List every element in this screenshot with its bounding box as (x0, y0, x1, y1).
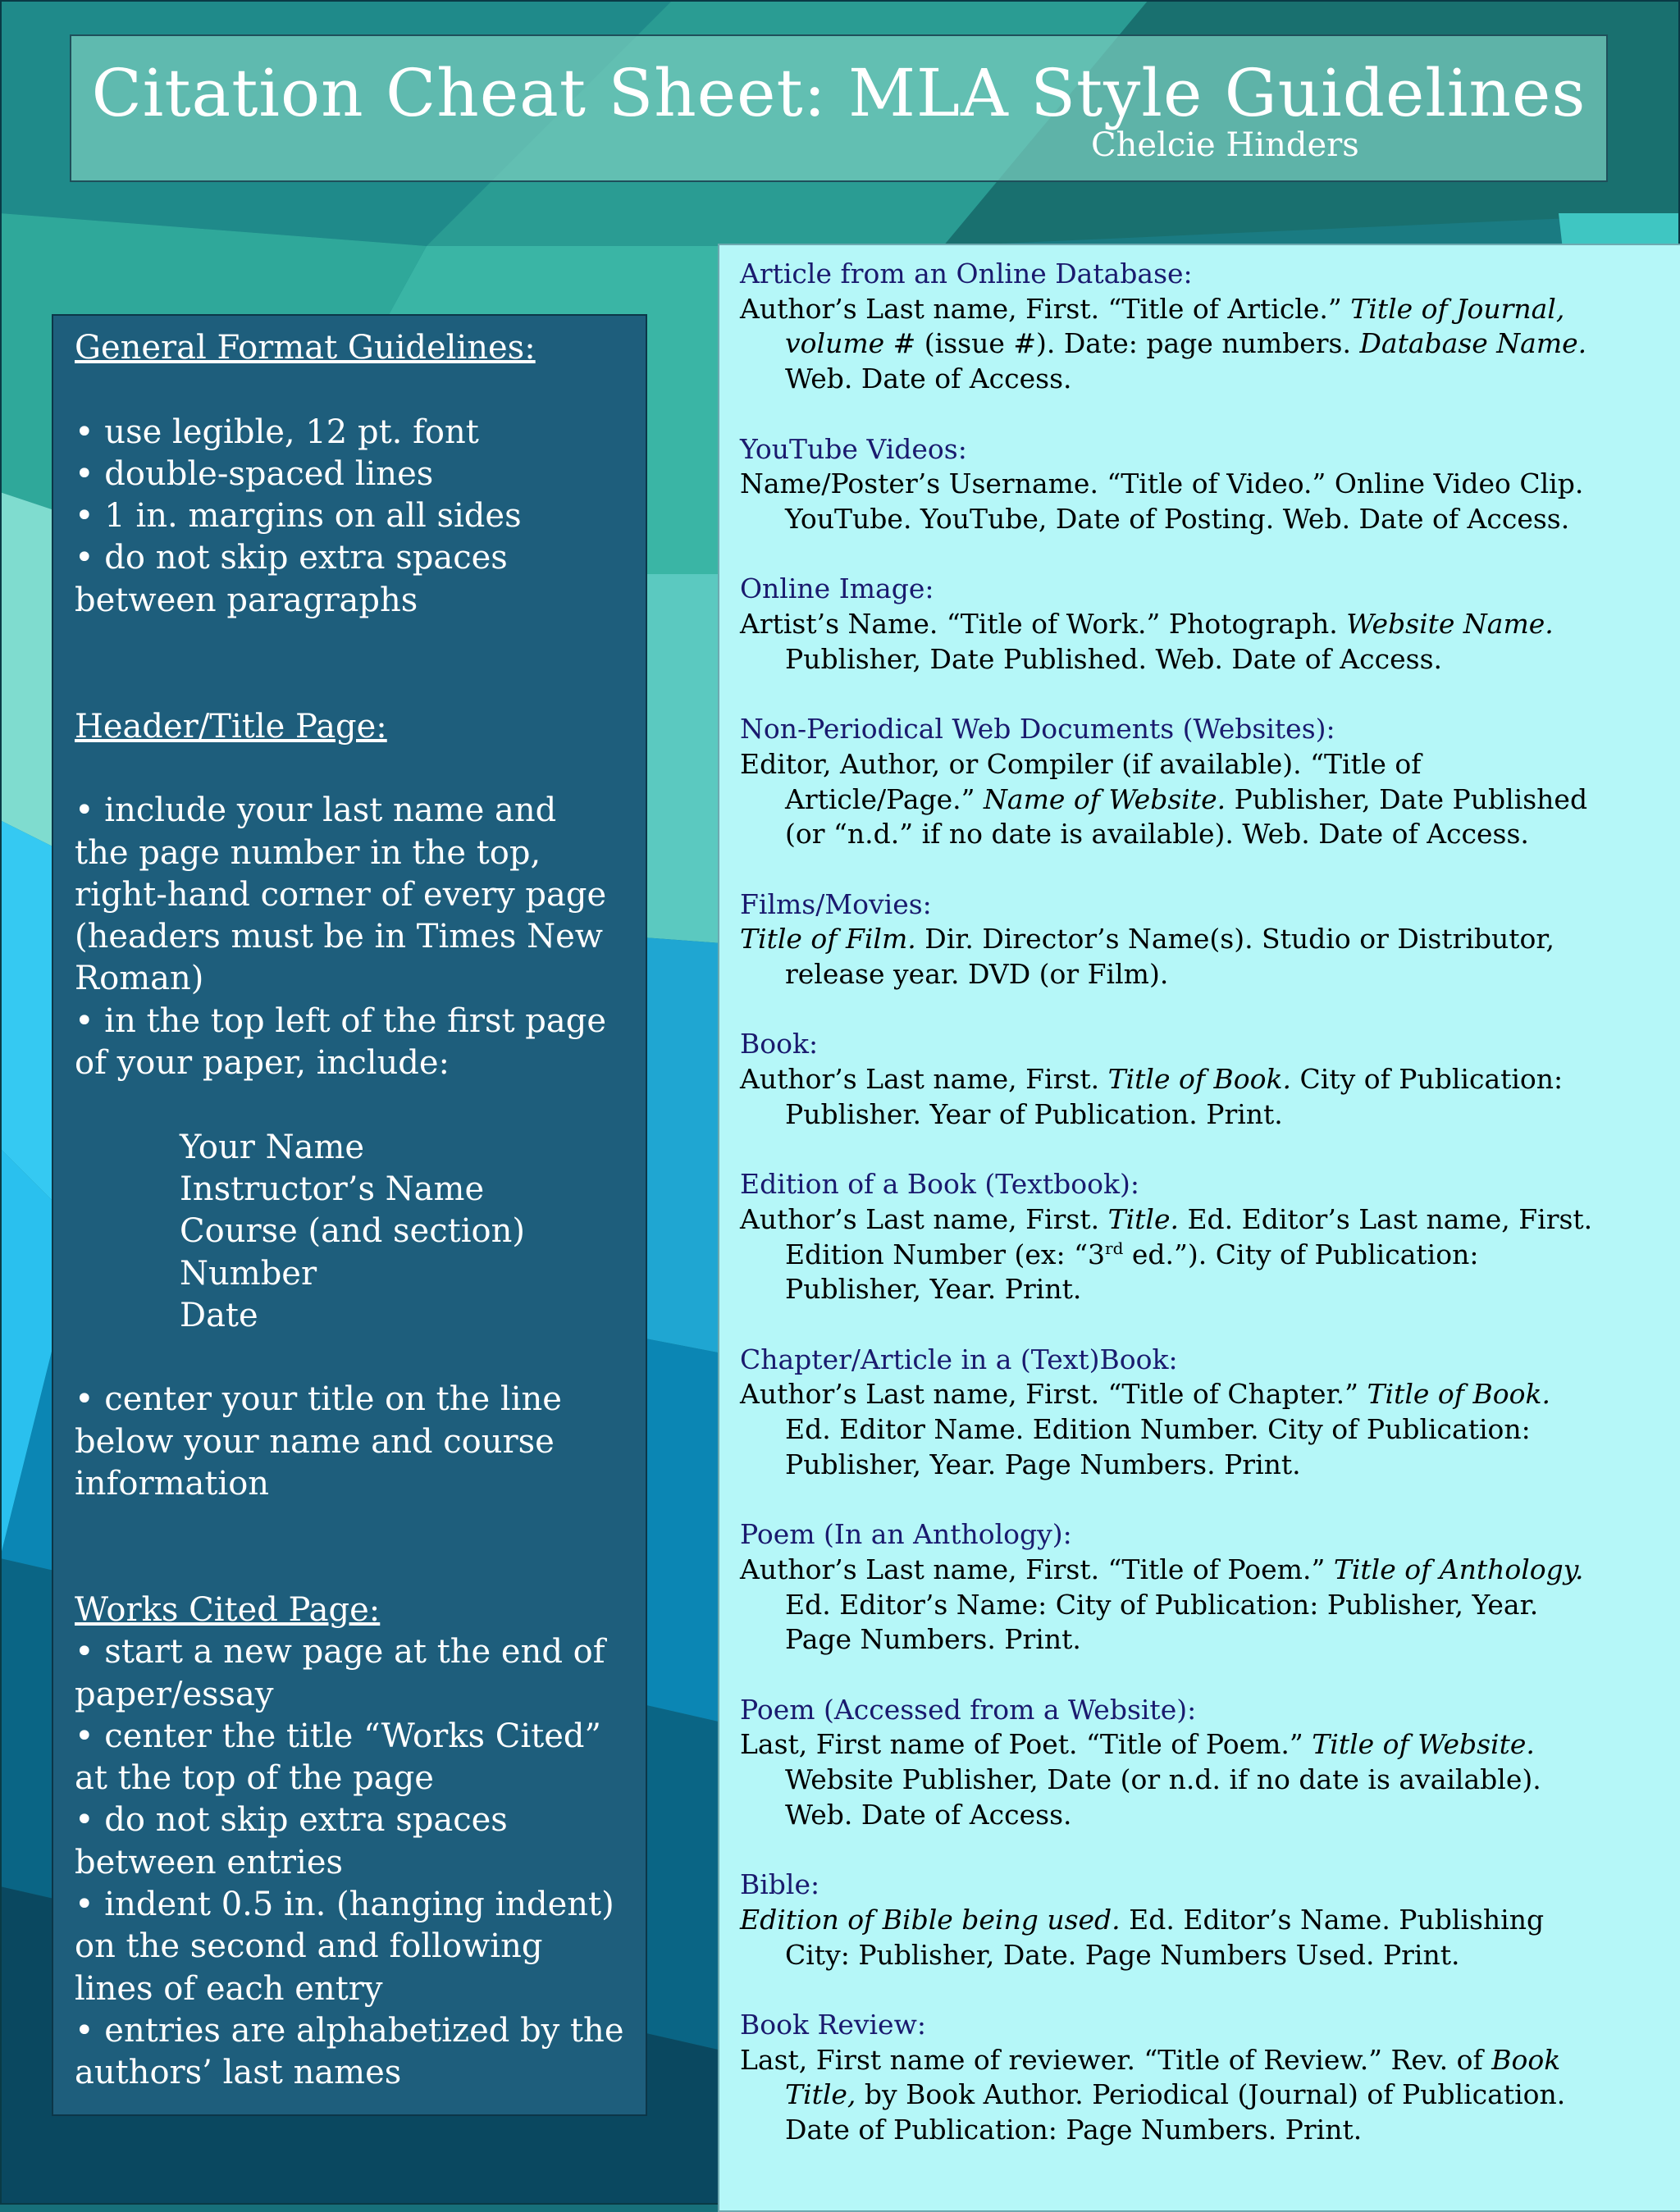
citation-text: Web. Date of Access. (785, 1798, 1072, 1831)
citation-italic: Title. (1107, 1202, 1179, 1235)
citation-poem-website (740, 1693, 1680, 1833)
citation-label: Films/Movies: (740, 887, 932, 920)
citation-text: Dir. Director’s Name(s). Studio or Distributor, (915, 923, 1555, 955)
author-name: Chelcie Hinders (1091, 126, 1359, 164)
bullet-item-cont: information (75, 1465, 270, 1503)
citation-text: Ed. Editor’s Last name, First. (1178, 1202, 1593, 1235)
title-banner (70, 34, 1608, 182)
bullet-item-cont: the page number in the top, (75, 833, 541, 872)
citation-text: Ed. Editor’s Name. Publishing (1120, 1903, 1545, 1936)
bullet-item-cont: lines of each entry (75, 1969, 383, 2008)
bullet-item-cont: at the top of the page (75, 1759, 434, 1798)
citation-text: City of Publication: (1291, 1063, 1564, 1096)
header-title-page-heading: Header/Title Page: (75, 707, 387, 746)
citation-italic: Title of Book. (1107, 1063, 1292, 1096)
citation-text: Name/Poster’s Username. “Title of Video.” Online Video Clip. (740, 467, 1584, 500)
bullet-item-cont: between paragraphs (75, 581, 418, 619)
citation-label: Non-Periodical Web Documents (Websites): (740, 713, 1335, 746)
bullet-item: • do not skip extra spaces (75, 1801, 508, 1840)
bullet-item-cont: below your name and course (75, 1422, 555, 1461)
citation-italic: Title of Book. (1367, 1378, 1550, 1411)
citation-text: Author’s Last name, First. “Title of Article.” (740, 292, 1351, 325)
citation-text: Ed. Editor Name. Edition Number. City of Publication: (785, 1413, 1531, 1446)
bullet-item: • include your last name and (75, 791, 557, 830)
bullet-item: • entries are alphabetized by the (75, 2011, 624, 2050)
citation-italic: volume (785, 327, 885, 360)
citation-text: release year. DVD (or Film). (785, 958, 1169, 990)
citation-film (740, 887, 1680, 992)
header-field: Number (180, 1254, 317, 1293)
bullet-item: • center your title on the line (75, 1380, 562, 1419)
citation-book-review (740, 2008, 1680, 2148)
bullet-item-cont: of your paper, include: (75, 1044, 450, 1083)
citation-label: Article from an Online Database: (740, 258, 1193, 290)
citation-italic: Title of Journal, (1350, 292, 1565, 325)
citation-label: Edition of a Book (Textbook): (740, 1168, 1139, 1201)
citation-text: ed.”). City of Publication: (1123, 1238, 1479, 1270)
bullet-item: • in the top left of the first page (75, 1001, 607, 1040)
citation-formats-panel (718, 244, 1680, 2212)
bullet-item-cont: (headers must be in Times New (75, 918, 604, 956)
citation-text: Publisher, Date Published. Web. Date of Access. (785, 642, 1442, 675)
citation-label: Chapter/Article in a (Text)Book: (740, 1343, 1178, 1375)
citation-online-database (740, 257, 1680, 397)
citation-label: Book: (740, 1028, 819, 1060)
header-field: Course (and section) (180, 1212, 525, 1251)
citation-text: Publisher, Year. Print. (785, 1273, 1082, 1306)
citation-text: Ed. Editor’s Name: City of Publication: Publisher, Year. (785, 1588, 1539, 1621)
citation-label: Bible: (740, 1868, 820, 1901)
citation-label: Online Image: (740, 572, 934, 605)
citation-text: Publisher, Date Published (1226, 782, 1588, 815)
bullet-item: • start a new page at the end of (75, 1633, 605, 1672)
bullet-item-cont: paper/essay (75, 1675, 274, 1713)
citation-bible (740, 1868, 1680, 1973)
citation-text: Last, First name of reviewer. “Title of Review.” Rev. of (740, 2043, 1492, 2076)
bullet-item-cont: between entries (75, 1843, 344, 1881)
citation-text: Author’s Last name, First. (740, 1202, 1108, 1235)
bullet-item: • indent 0.5 in. (hanging indent) (75, 1885, 614, 1923)
citation-text: Publisher. Year of Publication. Print. (785, 1097, 1283, 1130)
citation-italic: Database Name. (1359, 327, 1587, 360)
citation-label: YouTube Videos: (740, 432, 967, 465)
bullet-item-cont: right-hand corner of every page (75, 875, 607, 914)
header-field: Instructor’s Name (180, 1170, 485, 1208)
citation-label: Poem (In an Anthology): (740, 1518, 1072, 1551)
header-field: Your Name (180, 1128, 365, 1166)
citation-text: (or “n.d.” if no date is available). Web. Date of Access. (785, 818, 1529, 851)
citation-italic: Title of Film. (740, 923, 916, 955)
citation-text: City: Publisher, Date. Page Numbers Used. Print. (785, 1938, 1460, 1971)
bullet-item: • center the title “Works Cited” (75, 1717, 601, 1755)
bullet-item: • do not skip extra spaces (75, 539, 508, 577)
citation-online-image (740, 572, 1680, 677)
citation-italic: Title of Anthology. (1333, 1553, 1584, 1585)
citation-edition (740, 1167, 1680, 1307)
bullet-item-cont: on the second and following (75, 1927, 543, 1966)
citation-youtube (740, 432, 1680, 537)
citation-chapter (740, 1343, 1680, 1483)
citation-text: Last, First name of Poet. “Title of Poem.” (740, 1728, 1312, 1761)
citation-label: Poem (Accessed from a Website): (740, 1693, 1197, 1726)
page-title: Citation Cheat Sheet: MLA Style Guidelines (91, 55, 1586, 131)
citation-text: Publisher, Year. Page Numbers. Print. (785, 1448, 1301, 1480)
citation-text: Page Numbers. Print. (785, 1623, 1081, 1656)
citation-italic: Title of Website. (1312, 1728, 1535, 1761)
citation-italic: Name of Website. (984, 782, 1226, 815)
citation-text: Artist’s Name. “Title of Work.” Photograph. (740, 608, 1347, 640)
citation-label: Book Review: (740, 2008, 926, 2041)
citation-text: Author’s Last name, First. “Title of Poem.” (740, 1553, 1334, 1585)
works-cited-heading: Works Cited Page: (75, 1590, 381, 1629)
citation-text: by Book Author. Periodical (Journal) of Publication. (856, 2078, 1566, 2111)
header-field: Date (180, 1296, 258, 1334)
citation-text: Article/Page.” (785, 782, 984, 815)
citation-text: Editor, Author, or Compiler (if available). “Title of (740, 747, 1422, 780)
bullet-item: • use legible, 12 pt. font (75, 413, 479, 451)
guidelines-panel (52, 314, 647, 2116)
citation-text: Web. Date of Access. (785, 363, 1072, 395)
citation-text: Author’s Last name, First. (740, 1063, 1108, 1096)
bullet-item-cont: authors’ last names (75, 2054, 402, 2092)
citation-text: Author’s Last name, First. “Title of Chapter.” (740, 1378, 1367, 1411)
citation-poem-anthology (740, 1517, 1680, 1658)
citation-website (740, 712, 1680, 852)
bullet-item-cont: Roman) (75, 960, 204, 998)
citation-text: # (issue #). Date: page numbers. (884, 327, 1360, 360)
citation-book (740, 1027, 1680, 1132)
bullet-item: • double-spaced lines (75, 454, 434, 493)
bullet-item: • 1 in. margins on all sides (75, 497, 522, 536)
citation-text: Date of Publication: Page Numbers. Print. (785, 2114, 1363, 2146)
citation-italic: Website Name. (1346, 608, 1554, 640)
citation-text: Website Publisher, Date (or n.d. if no date is available). (785, 1763, 1541, 1796)
citation-italic: Title, (785, 2078, 856, 2111)
superscript: rd (1105, 1238, 1124, 1258)
citation-italic: Book (1491, 2043, 1561, 2076)
citation-text: YouTube. YouTube, Date of Posting. Web. Date of Access. (785, 502, 1570, 535)
citation-text: Edition Number (ex: “3 (785, 1238, 1106, 1270)
general-format-heading: General Format Guidelines: (75, 329, 536, 367)
citation-italic: Edition of Bible being used. (740, 1903, 1121, 1936)
